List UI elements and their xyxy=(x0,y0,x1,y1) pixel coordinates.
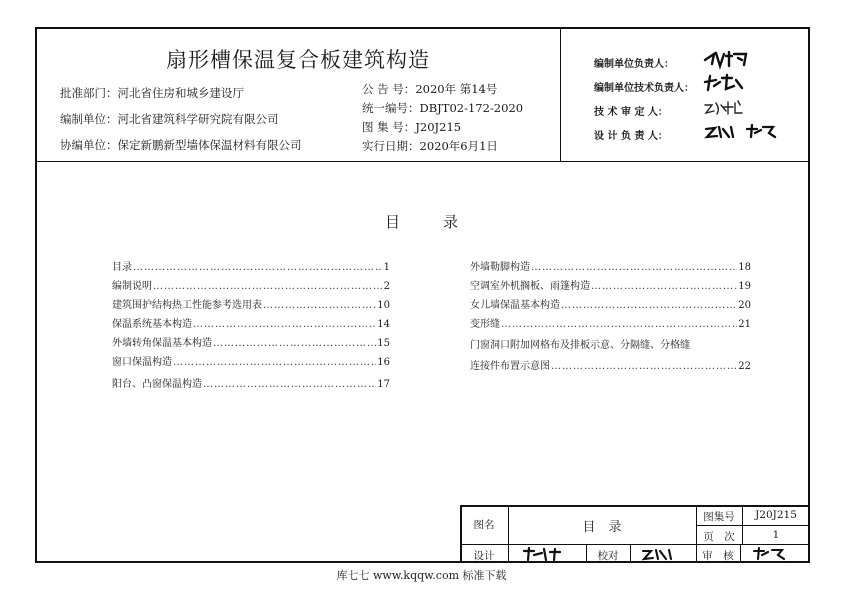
toc-leader-dots xyxy=(561,300,737,311)
tb-atlas-label: 图集号 xyxy=(703,511,735,523)
toc-entry-page: 18 xyxy=(738,262,751,273)
toc-entry-page: 1 xyxy=(383,262,390,273)
toc-leader-dots xyxy=(193,319,376,330)
compile-label: 编制单位： xyxy=(60,112,118,126)
date-label: 实行日期： xyxy=(362,139,420,153)
toc-leader-dots xyxy=(213,338,376,349)
signature-unit-head xyxy=(702,48,752,70)
toc-entry-page: 21 xyxy=(738,319,751,330)
designer-label: 设 计 负 责 人： xyxy=(594,131,668,142)
tb-line xyxy=(740,544,741,563)
atlas-label: 图 集 号： xyxy=(362,120,416,134)
reviewer-label: 技 术 审 定 人： xyxy=(594,107,668,118)
toc-entry[interactable] xyxy=(112,315,390,330)
toc-entry-page: 20 xyxy=(738,300,751,311)
toc-entry-page: 22 xyxy=(738,361,751,372)
unit-head-label: 编制单位负责人： xyxy=(594,59,674,70)
toc-entry[interactable] xyxy=(470,296,751,311)
approval-department xyxy=(60,85,244,101)
toc-entry-label-line1[interactable]: 门窗洞口附加网格布及排板示意、分隔缝、分格缝 xyxy=(470,340,690,351)
toc-entry[interactable] xyxy=(112,353,390,368)
tb-line xyxy=(630,544,631,563)
notice-value: 2020年 第14号 xyxy=(415,82,498,96)
signature-reviewer xyxy=(702,97,748,119)
tb-line xyxy=(460,505,810,507)
signature-tech-head xyxy=(702,72,746,94)
toc-entry-page: 2 xyxy=(383,281,390,292)
header-divider xyxy=(35,161,810,162)
tb-page-value: 1 xyxy=(772,529,780,541)
co-compile-value: 保定新鹏新型墙体保温材料有限公司 xyxy=(117,138,302,152)
toc-entry-label: 变形缝 xyxy=(470,319,500,330)
tb-review-label: 审 核 xyxy=(702,550,734,562)
tb-name-value: 目 录 xyxy=(582,520,622,535)
toc-leader-dots xyxy=(501,319,737,330)
atlas-value: J20J215 xyxy=(415,120,462,134)
toc-entry-label: 外墙转角保温基本构造 xyxy=(112,338,212,349)
toc-title: 目 录 xyxy=(385,213,473,231)
toc-entry-label: 窗口保温构造 xyxy=(112,357,172,368)
unified-label: 统一编号： xyxy=(362,101,420,115)
date-value: 2020年6月1日 xyxy=(419,139,498,153)
tb-page-label: 页 次 xyxy=(703,531,735,543)
toc-entry[interactable] xyxy=(112,296,390,311)
toc-entry[interactable] xyxy=(470,258,751,273)
tb-check-label: 校对 xyxy=(597,550,619,562)
toc-entry-page: 19 xyxy=(738,281,751,292)
toc-leader-dots xyxy=(531,262,737,273)
toc-entry[interactable] xyxy=(112,258,390,273)
tb-line xyxy=(696,525,810,526)
toc-leader-dots xyxy=(133,262,383,273)
toc-entry[interactable] xyxy=(470,357,751,372)
co-compile-unit xyxy=(60,137,302,153)
toc-entry-label: 建筑围护结构热工性能参考选用表 xyxy=(112,300,262,311)
toc-entry-page: 17 xyxy=(377,379,390,390)
toc-entry[interactable] xyxy=(112,375,390,390)
toc-entry-label: 编制说明 xyxy=(112,281,152,292)
tb-line xyxy=(460,544,810,545)
toc-entry[interactable] xyxy=(470,315,751,330)
signature-designer xyxy=(703,121,781,143)
tech-head-label: 编制单位技术负责人： xyxy=(594,83,694,94)
approval-label: 批准部门： xyxy=(60,86,118,100)
unified-number xyxy=(362,100,523,116)
toc-entry-label: 女儿墙保温基本构造 xyxy=(470,300,560,311)
toc-entry-page: 16 xyxy=(377,357,390,368)
signature-review xyxy=(750,546,796,562)
effective-date xyxy=(362,138,498,154)
watermark-footer: 库七七 www.kqqw.com 标准下载 xyxy=(336,569,507,582)
toc-entry-label: 保温系统基本构造 xyxy=(112,319,192,330)
compile-value: 河北省建筑科学研究院有限公司 xyxy=(117,112,279,126)
toc-entry-label: 外墙勒脚构造 xyxy=(470,262,530,273)
toc-entry-page: 15 xyxy=(377,338,390,349)
notice-label: 公 告 号： xyxy=(362,82,416,96)
compile-unit xyxy=(60,111,279,127)
toc-leader-dots xyxy=(203,379,376,390)
toc-leader-dots xyxy=(173,357,376,368)
approval-value: 河北省住房和城乡建设厅 xyxy=(117,86,244,100)
toc-entry-page: 14 xyxy=(377,319,390,330)
toc-entry[interactable] xyxy=(112,277,390,292)
toc-entry-label: 空调室外机搁板、雨篷构造 xyxy=(470,281,590,292)
toc-leader-dots xyxy=(263,300,376,311)
tb-atlas-value: J20J215 xyxy=(755,509,797,521)
toc-entry-page: 10 xyxy=(377,300,390,311)
toc-entry-label: 目录 xyxy=(112,262,132,273)
toc-entry-label: 连接件布置示意图 xyxy=(470,361,550,372)
co-compile-label: 协编单位： xyxy=(60,138,118,152)
unified-value: DBJT02-172-2020 xyxy=(419,101,524,115)
notice-number xyxy=(362,81,497,97)
toc-entry[interactable] xyxy=(470,277,751,292)
toc-entry[interactable] xyxy=(112,334,390,349)
atlas-number xyxy=(362,119,461,135)
tb-name-label: 图名 xyxy=(473,519,495,531)
header-column-divider xyxy=(560,27,561,162)
toc-leader-dots xyxy=(153,281,383,292)
signature-design xyxy=(520,546,570,562)
tb-design-label: 设计 xyxy=(473,550,495,562)
title-block xyxy=(460,505,810,563)
toc-leader-dots xyxy=(551,361,737,372)
document-title: 扇形槽保温复合板建筑构造 xyxy=(166,48,430,72)
toc-leader-dots xyxy=(591,281,737,292)
signature-check xyxy=(640,546,686,562)
toc-entry-label: 阳台、凸窗保温构造 xyxy=(112,379,202,390)
